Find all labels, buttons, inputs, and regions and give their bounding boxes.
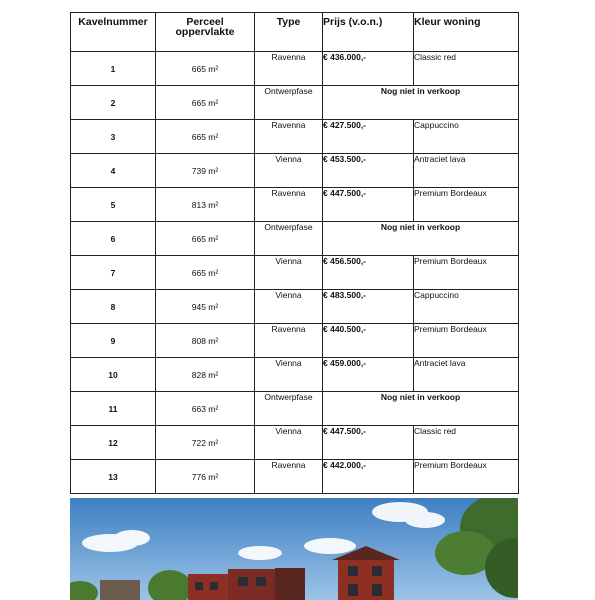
cell-kleur: Classic red — [414, 52, 519, 86]
cell-type: Ravenna — [255, 188, 323, 222]
cell-perceel: 665 m² — [156, 120, 255, 154]
header-perceel — [156, 13, 255, 52]
cell-kleur: Premium Bordeaux — [414, 324, 519, 358]
cell-kavelnummer: 1 — [71, 52, 156, 86]
cell-perceel: 663 m² — [156, 392, 255, 426]
cell-perceel: 665 m² — [156, 52, 255, 86]
cell-prijs: € 447.500,- — [323, 188, 414, 222]
cell-kavelnummer: 10 — [71, 358, 156, 392]
cell-prijs: € 453.500,- — [323, 154, 414, 188]
kavel-price-table — [70, 12, 519, 494]
house-render-illustration — [70, 498, 518, 600]
header-type: Type — [255, 13, 323, 52]
header-kavelnummer: Kavelnummer — [71, 13, 156, 52]
cell-type: Ravenna — [255, 324, 323, 358]
cell-prijs: € 447.500,- — [323, 426, 414, 460]
cell-perceel: 722 m² — [156, 426, 255, 460]
cell-type: Ontwerpfase — [255, 222, 323, 256]
cell-kavelnummer: 13 — [71, 460, 156, 494]
cell-status-note: Nog niet in verkoop — [323, 392, 519, 426]
cell-prijs: € 459.000,- — [323, 358, 414, 392]
cell-perceel: 665 m² — [156, 256, 255, 290]
cell-kavelnummer: 12 — [71, 426, 156, 460]
cell-kavelnummer: 9 — [71, 324, 156, 358]
cell-kleur: Premium Bordeaux — [414, 460, 519, 494]
table-body — [71, 52, 519, 494]
cell-prijs: € 483.500,- — [323, 290, 414, 324]
cell-status-note: Nog niet in verkoop — [323, 222, 519, 256]
cell-prijs: € 442.000,- — [323, 460, 414, 494]
table-row — [71, 426, 519, 460]
table-row — [71, 188, 519, 222]
header-prijs: Prijs (v.o.n.) — [323, 13, 414, 52]
cell-prijs: € 456.500,- — [323, 256, 414, 290]
cell-type: Vienna — [255, 290, 323, 324]
house-render-photo — [70, 498, 518, 600]
table-row — [71, 290, 519, 324]
cell-type: Vienna — [255, 426, 323, 460]
cell-type: Vienna — [255, 154, 323, 188]
table-row — [71, 392, 519, 426]
cell-perceel: 665 m² — [156, 222, 255, 256]
cell-prijs: € 440.500,- — [323, 324, 414, 358]
table-row — [71, 222, 519, 256]
header-perceel-line2: oppervlakte — [175, 26, 235, 38]
cell-kavelnummer: 4 — [71, 154, 156, 188]
cell-kavelnummer: 8 — [71, 290, 156, 324]
cell-prijs: € 427.500,- — [323, 120, 414, 154]
cell-kavelnummer: 3 — [71, 120, 156, 154]
table-row — [71, 154, 519, 188]
table-row — [71, 358, 519, 392]
cell-kleur: Cappuccino — [414, 290, 519, 324]
header-kleur: Kleur woning — [414, 13, 519, 52]
cell-perceel: 945 m² — [156, 290, 255, 324]
cell-status-note: Nog niet in verkoop — [323, 86, 519, 120]
cell-kavelnummer: 11 — [71, 392, 156, 426]
cell-type: Vienna — [255, 256, 323, 290]
cell-kleur: Cappuccino — [414, 120, 519, 154]
table-row — [71, 256, 519, 290]
cell-kleur: Antraciet lava — [414, 358, 519, 392]
cell-type: Ontwerpfase — [255, 86, 323, 120]
table-row — [71, 52, 519, 86]
cell-kleur: Premium Bordeaux — [414, 188, 519, 222]
table-row — [71, 86, 519, 120]
cell-type: Vienna — [255, 358, 323, 392]
cell-perceel: 808 m² — [156, 324, 255, 358]
cell-perceel: 828 m² — [156, 358, 255, 392]
cell-kavelnummer: 6 — [71, 222, 156, 256]
cell-type: Ravenna — [255, 120, 323, 154]
cell-kleur: Classic red — [414, 426, 519, 460]
cell-kavelnummer: 5 — [71, 188, 156, 222]
cell-kleur: Premium Bordeaux — [414, 256, 519, 290]
cell-kleur: Antraciet lava — [414, 154, 519, 188]
cell-perceel: 739 m² — [156, 154, 255, 188]
cell-kavelnummer: 7 — [71, 256, 156, 290]
cell-type: Ontwerpfase — [255, 392, 323, 426]
cell-kavelnummer: 2 — [71, 86, 156, 120]
table-row — [71, 120, 519, 154]
cell-perceel: 813 m² — [156, 188, 255, 222]
table-row — [71, 324, 519, 358]
cell-type: Ravenna — [255, 52, 323, 86]
header-perceel-line1: Perceel — [186, 16, 224, 28]
cell-perceel: 665 m² — [156, 86, 255, 120]
table-row — [71, 460, 519, 494]
table-header-row — [71, 13, 519, 52]
cell-type: Ravenna — [255, 460, 323, 494]
cell-prijs: € 436.000,- — [323, 52, 414, 86]
cell-perceel: 776 m² — [156, 460, 255, 494]
